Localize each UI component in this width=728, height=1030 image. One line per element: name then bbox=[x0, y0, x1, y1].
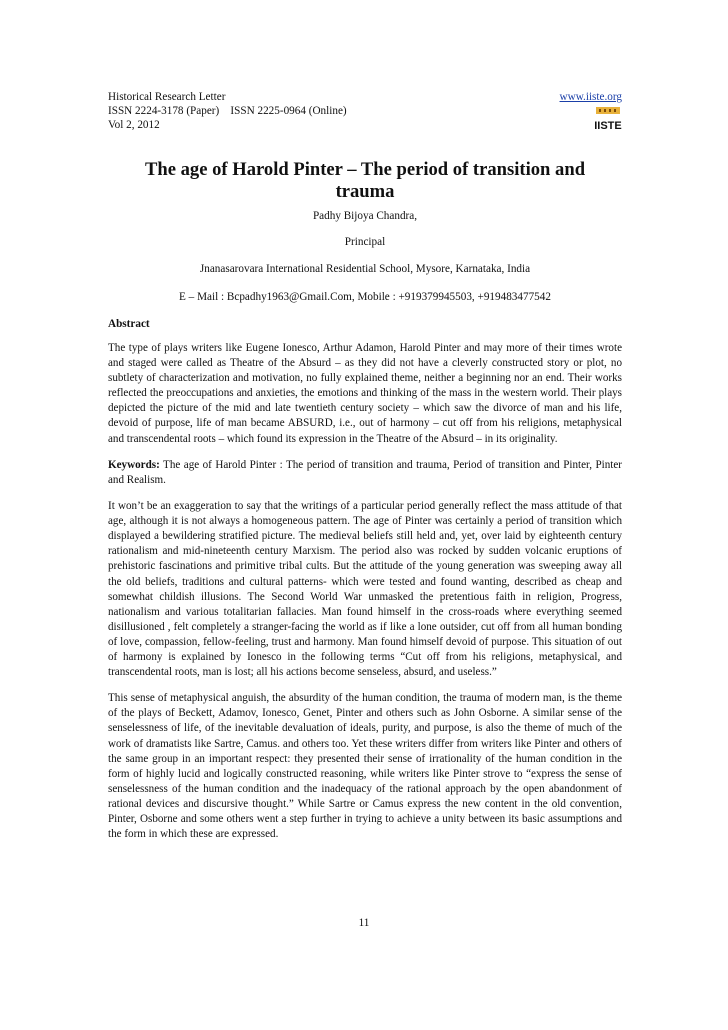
keywords-paragraph bbox=[108, 458, 622, 488]
article-title: The age of Harold Pinter – The period of transition and trauma bbox=[144, 159, 586, 202]
abstract-heading: Abstract bbox=[108, 318, 150, 330]
page-number: 11 bbox=[358, 917, 370, 929]
journal-header bbox=[108, 90, 622, 132]
keywords-text: The age of Harold Pinter : The period of transition and trauma, Period of transition and Pinter, Pinter and Realism. bbox=[108, 458, 622, 486]
svg-text:IISTE: IISTE bbox=[594, 120, 622, 132]
journal-url-link[interactable]: www.iiste.org bbox=[559, 91, 622, 103]
author-name: Padhy Bijoya Chandra, bbox=[312, 210, 418, 222]
abstract-text: The type of plays writers like Eugene Ionesco, Arthur Adamon, Harold Pinter and may more of their times wrote and staged were called as Theatre of the Absurd – as they did not have a cleverly constructed story or plot, no subtlety of characterization and motivation, no fully explained theme, neither a beginning nor an end. Their works reflected the preoccupations and anxieties, the emotions and thinking of the mass in the western world. Their plays depicted the picture of the mid and late twentieth century society – which saw the divorce of man and his life, devoid of purpose, life of man became ABSURD, i.e., out of harmony – cut off from his religions, metaphysical and transcendental roots – which found its expression in the Theatre of the Absurd – in its originality. bbox=[108, 342, 622, 445]
body-paragraph-2: This sense of metaphysical anguish, the absurdity of the human condition, the trauma of modern man, is the theme of the plays of Beckett, Adamov, Ionesco, Genet, Pinter and others such as John Osborne. A similar sense of the senselessness of life, of the inevitable devaluation of ideals, purity, and purpose, is also the theme of much of the work of dramatists like Sartre, Camus. and others too. Yet these writers differ from writers like Pinter and others of the same group in an important respect: they presented their sense of irrationality of the human condition in the form of highly lucid and logically constructed reasoning, while writers like Pinter strove to “express the sense of senselessness of the human condition and the inadequacy of the rational approach by the open abandonment of rational devices and discursive thought.” While Sartre or Camus express the new content in the old convention, Pinter, Osborne and some others went a step further in trying to achieve a unity between its basic assumptions and the form in which these are expressed. bbox=[108, 692, 622, 841]
volume-line: Vol 2, 2012 bbox=[108, 119, 160, 131]
paper-page bbox=[108, 90, 622, 853]
author-role: Principal bbox=[344, 236, 386, 248]
iiste-logo bbox=[594, 106, 622, 132]
keywords-label: Keywords: bbox=[108, 458, 160, 471]
body-paragraph-1: It won’t be an exaggeration to say that the writings of a particular period generally reflect the mass attitude of that age, although it is not always a homogeneous pattern. The age of Pinter was certainly a period of transition which displayed a bewildering stratified picture. The medieval beliefs still held and, yet, over laid by eighteenth century rationalism and mid-nineteenth century Marxism. The period also was rocked by sudden volcanic eruptions of prehistoric fascinations and primitive tribal cults. But the attitude of the young generation was sweeping away all the old beliefs, traditions and cultural patterns- which were tested and found wanting, described as cheap and somewhat childish illusions. The Second World War unmasked the pretentious faith in religion, Progress, nationalism and various totalitarian fallacies. Man found himself in the cross-roads where everything seemed disillusioned , felt completely a stranger-facing the world as if like a lone outsider, cut off from all human bonding of love, compassion, fellow-feeling, trust and harmony. Man found himself devoid of purpose. This situation of out of harmony is explained by Ionesco in the following terms “Cut off from his religions, metaphysical, and transcendental roots, man is lost; all his actions become senseless, absurd, and useless.” bbox=[108, 500, 622, 679]
author-contact: E – Mail : Bcpadhy1963@Gmail.Com, Mobile : +919379945503, +919483477542 bbox=[179, 291, 551, 303]
issn-line: ISSN 2224-3178 (Paper) ISSN 2225-0964 (Online) bbox=[108, 105, 347, 117]
author-affiliation: Jnanasarovara International Residential School, Mysore, Karnataka, India bbox=[199, 263, 531, 275]
journal-name: Historical Research Letter bbox=[108, 91, 226, 103]
